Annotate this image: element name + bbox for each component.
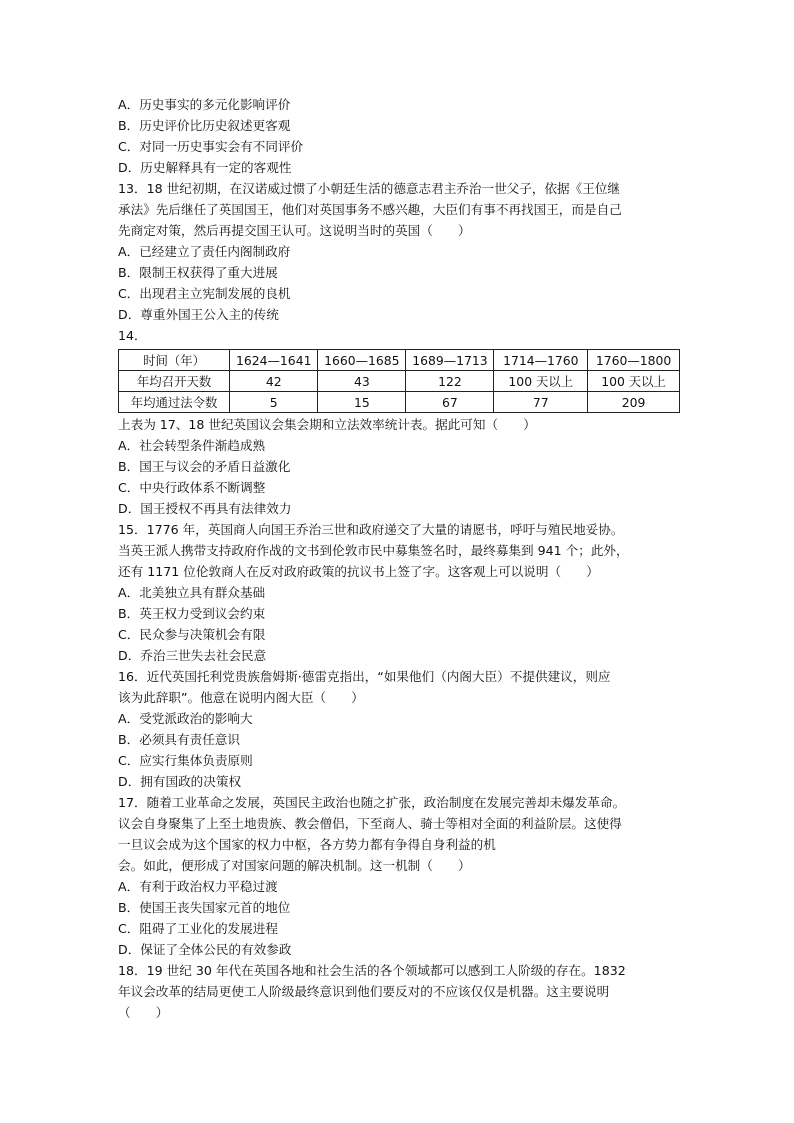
text-line: 该为此辞职”。他意在说明内阁大臣（ ）: [118, 690, 364, 705]
text-line: 承法》先后继任了英国国王，他们对英国事务不感兴趣，大臣们有事不再找国王，而是自己: [118, 202, 622, 217]
question-15-stem: 15．1776 年，英国商人向国王乔治三世和政府递交了大量的请愿书，呼吁与殖民地妥协。: [118, 522, 624, 537]
text-line: 会。如此，便形成了对国家问题的解决机制。这一机制（ ）: [118, 858, 471, 873]
text-line: D．国王授权不再具有法律效力: [118, 501, 292, 516]
table-cell: 年均通过法令数: [119, 392, 230, 413]
table-cell: 209: [588, 392, 680, 413]
table-cell: 42: [230, 371, 318, 392]
table-header-row: [119, 350, 680, 371]
text-line: B．限制王权获得了重大进展: [118, 265, 278, 280]
question-18-stem: 18．19 世纪 30 年代在英国各地和社会生活的各个领域都可以感到工人阶级的存在。1832: [118, 963, 626, 978]
table-cell: 5: [230, 392, 318, 413]
table-cell: 122: [406, 371, 494, 392]
table-cell: 100 天以上: [494, 371, 588, 392]
text-line: B．国王与议会的矛盾日益激化: [118, 459, 291, 474]
table-row: [119, 392, 680, 413]
text-line: C．出现君主立宪制发展的良机: [118, 286, 291, 301]
text-line: C．应实行集体负责原则: [118, 753, 253, 768]
question-16-stem: 16．近代英国托利党贵族詹姆斯·德雷克指出，“如果他们（内阁大臣）不提供建议，则应: [118, 669, 611, 684]
text-line: 先商定对策，然后再提交国王认可。这说明当时的英国（ ）: [118, 223, 471, 238]
table-header-cell: 时间（年）: [119, 350, 230, 371]
table-row: [119, 371, 680, 392]
text-line: A．社会转型条件渐趋成熟: [118, 438, 266, 453]
text-line: C．对同一历史事实会有不同评价: [118, 139, 304, 154]
table-header-cell: 1660—1685: [318, 350, 406, 371]
text-line: A．有利于政治权力平稳过渡: [118, 879, 278, 894]
text-line: C．民众参与决策机会有限: [118, 627, 266, 642]
text-line: D．历史解释具有一定的客观性: [118, 160, 292, 175]
text-line: C．中央行政体系不断调整: [118, 480, 266, 495]
question-14-stem: 上表为 17、18 世纪英国议会集会期和立法效率统计表。据此可知（ ）: [118, 417, 536, 432]
text-line: B．必须具有责任意识: [118, 732, 240, 747]
text-line: A．历史事实的多元化影响评价: [118, 97, 291, 112]
table-cell: 77: [494, 392, 588, 413]
exam-page: [118, 94, 684, 1023]
table-cell: 15: [318, 392, 406, 413]
text-line: B．使国王丧失国家元首的地位: [118, 900, 291, 915]
table-cell: 67: [406, 392, 494, 413]
table-header-cell: 1689—1713: [406, 350, 494, 371]
text-line: B．英王权力受到议会约束: [118, 606, 266, 621]
question-14-number: 14．: [118, 328, 147, 343]
text-block-top: [118, 94, 684, 346]
text-line: 还有 1171 位伦敦商人在反对政府政策的抗议书上签了字。这客观上可以说明（ ）: [118, 564, 599, 579]
text-line: C．阻碍了工业化的发展进程: [118, 921, 278, 936]
text-line: D．乔治三世失去社会民意: [118, 648, 267, 663]
text-line: D．保证了全体公民的有效参政: [118, 942, 292, 957]
text-line: A．已经建立了责任内阁制政府: [118, 244, 291, 259]
text-line: D．拥有国政的决策权: [118, 774, 242, 789]
question-17-stem: 17．随着工业革命之发展，英国民主政治也随之扩张，政治制度在发展完善却未爆发革命。: [118, 795, 626, 810]
text-block-bottom: [118, 414, 684, 1023]
table-cell: 年均召开天数: [119, 371, 230, 392]
text-line: D．尊重外国王公入主的传统: [118, 307, 279, 322]
parliament-stats-table: [118, 349, 680, 413]
table-header-cell: 1760—1800: [588, 350, 680, 371]
text-line: 一旦议会成为这个国家的权力中枢，各方势力都有争得自身利益的机: [118, 837, 496, 852]
text-line: 议会自身聚集了上至土地贵族、教会僧侣，下至商人、骑士等相对全面的利益阶层。这使得: [118, 816, 622, 831]
text-line: （ ）: [118, 1005, 169, 1020]
text-line: A．北美独立具有群众基础: [118, 585, 266, 600]
text-line: B．历史评价比历史叙述更客观: [118, 118, 291, 133]
question-13-stem: 13．18 世纪初期，在汉诺威过惯了小朝廷生活的德意志君主乔治一世父子，依据《王位继: [118, 181, 621, 196]
text-line: A．受党派政治的影响大: [118, 711, 253, 726]
text-line: 年议会改革的结局更使工人阶级最终意识到他们要反对的不应该仅仅是机器。这主要说明: [118, 984, 610, 999]
table-header-cell: 1714—1760: [494, 350, 588, 371]
table-cell: 43: [318, 371, 406, 392]
text-line: 当英王派人携带支持政府作战的文书到伦敦市民中募集签名时，最终募集到 941 个；此外，: [118, 543, 629, 558]
table-header-cell: 1624—1641: [230, 350, 318, 371]
table-cell: 100 天以上: [588, 371, 680, 392]
